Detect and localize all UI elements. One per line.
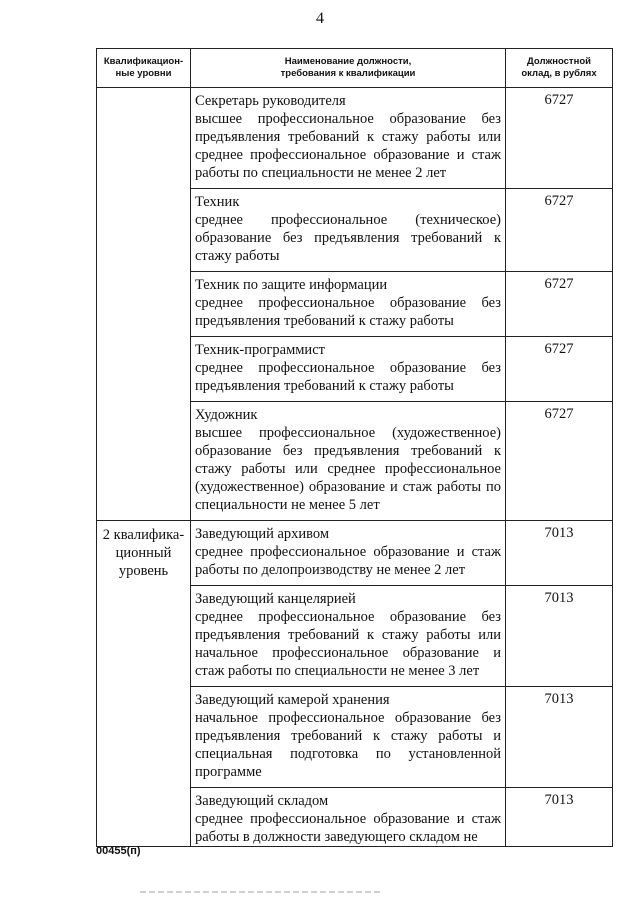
salary-value: 7013 <box>506 586 613 687</box>
position-title: Техник-программист <box>195 342 325 358</box>
document-code: 00455(п) <box>96 845 141 857</box>
qualification-table <box>96 48 613 847</box>
position-cell <box>191 788 506 847</box>
page-number: 4 <box>316 10 324 27</box>
table-header-row <box>97 49 613 88</box>
position-title: Заведующий складом <box>195 793 329 809</box>
salary-value: 7013 <box>506 687 613 788</box>
position-cell <box>191 88 506 189</box>
position-title: Техник <box>195 194 240 210</box>
position-requirements: начальное профессиональное образование без предъявления требований к стажу работы и специальная подготовка по установленной программе <box>195 710 501 780</box>
position-requirements: среднее профессиональное образование без предъявления требований к стажу работы <box>195 360 501 394</box>
level-cell-1 <box>97 88 191 521</box>
position-title: Заведующий архивом <box>195 526 330 542</box>
header-position-requirements: Наименование должности, требования к квалификации <box>191 49 506 88</box>
position-cell <box>191 189 506 272</box>
scan-artifact-line <box>140 891 380 893</box>
table-row <box>97 88 613 189</box>
position-cell <box>191 586 506 687</box>
position-requirements: среднее профессиональное образование и стаж работы по делопроизводству не менее 2 лет <box>195 544 501 578</box>
table-row <box>97 521 613 586</box>
salary-value: 7013 <box>506 788 613 847</box>
position-requirements: среднее профессиональное образование без предъявления требований к стажу работы <box>195 295 501 329</box>
position-cell <box>191 521 506 586</box>
position-cell <box>191 272 506 337</box>
position-requirements: среднее профессиональное образование и стаж работы в должности заведующего складом не <box>195 811 501 845</box>
position-cell <box>191 337 506 402</box>
header-salary: Должностной оклад, в рублях <box>506 49 613 88</box>
position-title: Заведующий камерой хранения <box>195 692 390 708</box>
position-title: Секретарь руководителя <box>195 93 346 109</box>
position-title: Заведующий канцелярией <box>195 591 356 607</box>
position-requirements: высшее профессиональное (художественное) образование без предъявления требований к стажу работы или среднее профессиональное (художественное) образование и стаж работы по специальности не менее 5 лет <box>195 425 501 513</box>
salary-value: 6727 <box>506 88 613 189</box>
position-requirements: среднее профессиональное (техническое) образование без предъявления требований к стажу работы <box>195 212 501 264</box>
position-title: Техник по защите информации <box>195 277 388 293</box>
salary-value: 6727 <box>506 189 613 272</box>
position-cell <box>191 402 506 521</box>
salary-value: 6727 <box>506 402 613 521</box>
position-requirements: высшее профессиональное образование без предъявления требований к стажу работы или среднее профессиональное образование и стаж работы по специальности не менее 2 лет <box>195 111 501 181</box>
position-requirements: среднее профессиональное образование без предъявления требований к стажу работы или начальное профессиональное образование и стаж работы по специальности не менее 3 лет <box>195 609 501 679</box>
level-cell-2: 2 квалифика-ционный уровень <box>97 521 191 847</box>
salary-value: 6727 <box>506 337 613 402</box>
salary-value: 7013 <box>506 521 613 586</box>
salary-value: 6727 <box>506 272 613 337</box>
position-cell <box>191 687 506 788</box>
position-title: Художник <box>195 407 258 423</box>
header-qualification-levels: Квалификацион- ные уровни <box>97 49 191 88</box>
